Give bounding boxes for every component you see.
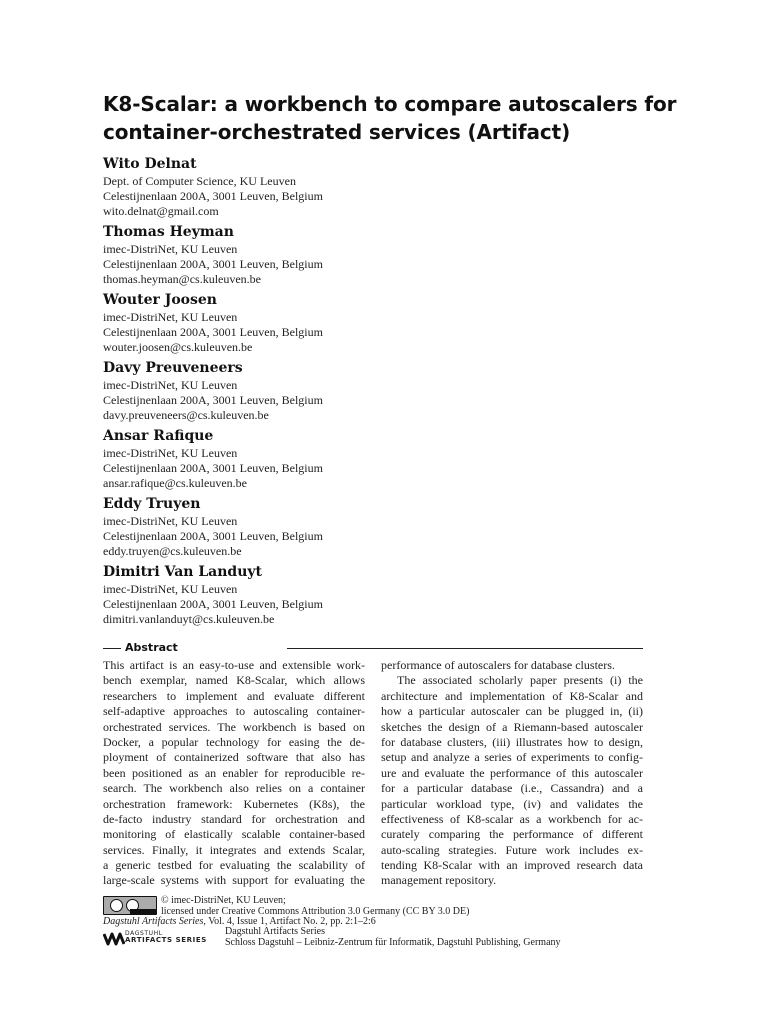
abstract-line: architecture and implementation of K8-Scalar and	[381, 688, 643, 703]
abstract-line: orchestration framework: Kubernetes (K8s), the	[103, 796, 365, 811]
author-affiliation: imec-DistriNet, KU Leuven	[103, 378, 238, 392]
author-affiliation: imec-DistriNet, KU Leuven	[103, 310, 238, 324]
author-name: Thomas Heyman	[103, 224, 234, 240]
logo-big-text: ARTIFACTS SERIES	[125, 936, 207, 944]
abstract-line: management repository.	[381, 873, 497, 888]
abstract-line: large-scale systems with support for evaluating the	[103, 873, 365, 888]
author-address: Celestijnenlaan 200A, 3001 Leuven, Belgium	[103, 257, 323, 271]
author-block	[103, 155, 523, 223]
abstract-line: de-facto industry standard for orchestration and	[103, 811, 365, 826]
author-address: Celestijnenlaan 200A, 3001 Leuven, Belgium	[103, 529, 323, 543]
abstract-line: The associated scholarly paper presents (i) the	[397, 673, 643, 688]
abstract-line: performance of autoscalers for database clusters.	[381, 658, 615, 672]
author-email[interactable]: ansar.rafique@cs.kuleuven.be	[103, 476, 247, 490]
author-address: Celestijnenlaan 200A, 3001 Leuven, Belgium	[103, 189, 323, 203]
abstract-line: bench exemplar, named K8-Scalar, which allows	[103, 673, 365, 688]
abstract-line: tending K8-Scalar with an improved research data	[381, 858, 643, 873]
abstract-line: services. Finally, it integrates and extends Scalar,	[103, 842, 365, 857]
by-band	[130, 909, 156, 914]
copyright-line: © imec-DistriNet, KU Leuven;	[161, 895, 286, 906]
author-email[interactable]: thomas.heyman@cs.kuleuven.be	[103, 272, 262, 286]
author-address: Celestijnenlaan 200A, 3001 Leuven, Belgium	[103, 597, 323, 611]
abstract-line: monitoring of elastically scalable container-based	[103, 827, 365, 842]
rule-line-right	[287, 648, 643, 649]
abstract-line: Docker, a popular technology for easing the de-	[103, 734, 365, 749]
author-affiliation: Dept. of Computer Science, KU Leuven	[103, 174, 296, 188]
license-text	[161, 896, 469, 917]
abstract-line: orchestrated services. The workbench is based on	[103, 719, 365, 734]
abstract-heading-rule	[103, 641, 643, 655]
journal-series-name: Dagstuhl Artifacts Series	[103, 916, 204, 927]
abstract-line: curately comparing the performance of different	[381, 827, 643, 842]
abstract-line: effectiveness of K8-scalar as a workbench for ac-	[381, 811, 643, 826]
author-email[interactable]: davy.preuveneers@cs.kuleuven.be	[103, 408, 269, 422]
author-email[interactable]: dimitri.vanlanduyt@cs.kuleuven.be	[103, 612, 275, 626]
author-name: Wito Delnat	[103, 156, 197, 172]
author-email[interactable]: wito.delnat@gmail.com	[103, 204, 219, 218]
abstract-line: a generic testbed for evaluating the scalability of	[103, 858, 365, 873]
license-line: licensed under Creative Commons Attribution 3.0 Germany (CC BY 3.0 DE)	[161, 905, 470, 917]
cc-circle-icon	[110, 899, 123, 912]
author-block	[103, 291, 523, 359]
dagstuhl-logo	[103, 928, 223, 948]
author-block	[103, 427, 523, 495]
author-address: Celestijnenlaan 200A, 3001 Leuven, Belgium	[103, 461, 323, 475]
author-name: Dimitri Van Landuyt	[103, 564, 262, 580]
abstract-line: for database clusters, (iii) illustrates how to design,	[381, 734, 643, 749]
author-name: Eddy Truyen	[103, 496, 201, 512]
abstract-line: setup and analyze a series of experiments to config-	[381, 750, 643, 765]
abstract-column-right	[381, 658, 643, 889]
title-line: container-orchestrated services (Artifact)	[103, 120, 571, 144]
author-address: Celestijnenlaan 200A, 3001 Leuven, Belgium	[103, 325, 323, 339]
abstract-heading: Abstract	[125, 641, 178, 654]
author-email[interactable]: eddy.truyen@cs.kuleuven.be	[103, 544, 242, 558]
abstract-line: auto-scaling strategies. Future work includes ex-	[381, 842, 643, 857]
abstract-line: sketches the design of a Riemann-based autoscaler	[381, 719, 643, 734]
author-block	[103, 359, 523, 427]
rule-line-left	[103, 648, 121, 649]
title-line: K8-Scalar: a workbench to compare autoscalers for	[103, 92, 677, 116]
abstract-line: self-adaptive approaches to autoscaling container-	[103, 704, 365, 719]
author-block	[103, 223, 523, 291]
publisher-line: Schloss Dagstuhl – Leibniz-Zentrum für Informatik, Dagstuhl Publishing, Germany	[225, 936, 561, 948]
abstract-line: ployment of containerized software that also has	[103, 750, 365, 765]
abstract-line: search. The workbench also relies on a container	[103, 781, 365, 796]
dagstuhl-wave-icon	[103, 928, 125, 948]
abstract-line: how a particular autoscaler can be plugged in, (ii)	[381, 704, 643, 719]
abstract-line: researchers to implement and evaluate different	[103, 688, 365, 703]
abstract-line: for a particular database (i.e., Cassandra) and a	[381, 781, 643, 796]
paper-title	[103, 90, 683, 146]
author-name: Wouter Joosen	[103, 292, 217, 308]
logo-text	[125, 930, 207, 944]
author-address: Celestijnenlaan 200A, 3001 Leuven, Belgium	[103, 393, 323, 407]
author-affiliation: imec-DistriNet, KU Leuven	[103, 446, 238, 460]
cc-by-license-icon[interactable]	[103, 896, 157, 915]
author-list	[103, 155, 523, 631]
author-affiliation: imec-DistriNet, KU Leuven	[103, 514, 238, 528]
abstract-line: ure and evaluate the performance of this autoscaler	[381, 765, 643, 780]
series-line: Dagstuhl Artifacts Series	[225, 926, 325, 937]
abstract-line: particular workload type, (iv) and validates the	[381, 796, 643, 811]
author-email[interactable]: wouter.joosen@cs.kuleuven.be	[103, 340, 253, 354]
author-name: Ansar Rafique	[103, 428, 214, 444]
journal-volume-info: , Vol. 4, Issue 1, Artifact No. 2, pp. 2:1–2:6	[203, 916, 376, 927]
abstract-column-left	[103, 658, 365, 889]
abstract-line: been positioned as an enabler for reproducible re-	[103, 765, 365, 780]
author-affiliation: imec-DistriNet, KU Leuven	[103, 582, 238, 596]
author-block	[103, 563, 523, 631]
abstract-line: This artifact is an easy-to-use and extensible work-	[103, 658, 365, 672]
author-block	[103, 495, 523, 563]
author-affiliation: imec-DistriNet, KU Leuven	[103, 242, 238, 256]
publisher-info	[225, 927, 561, 948]
author-name: Davy Preuveneers	[103, 360, 243, 376]
logo-small-text: DAGSTUHL	[125, 930, 163, 937]
